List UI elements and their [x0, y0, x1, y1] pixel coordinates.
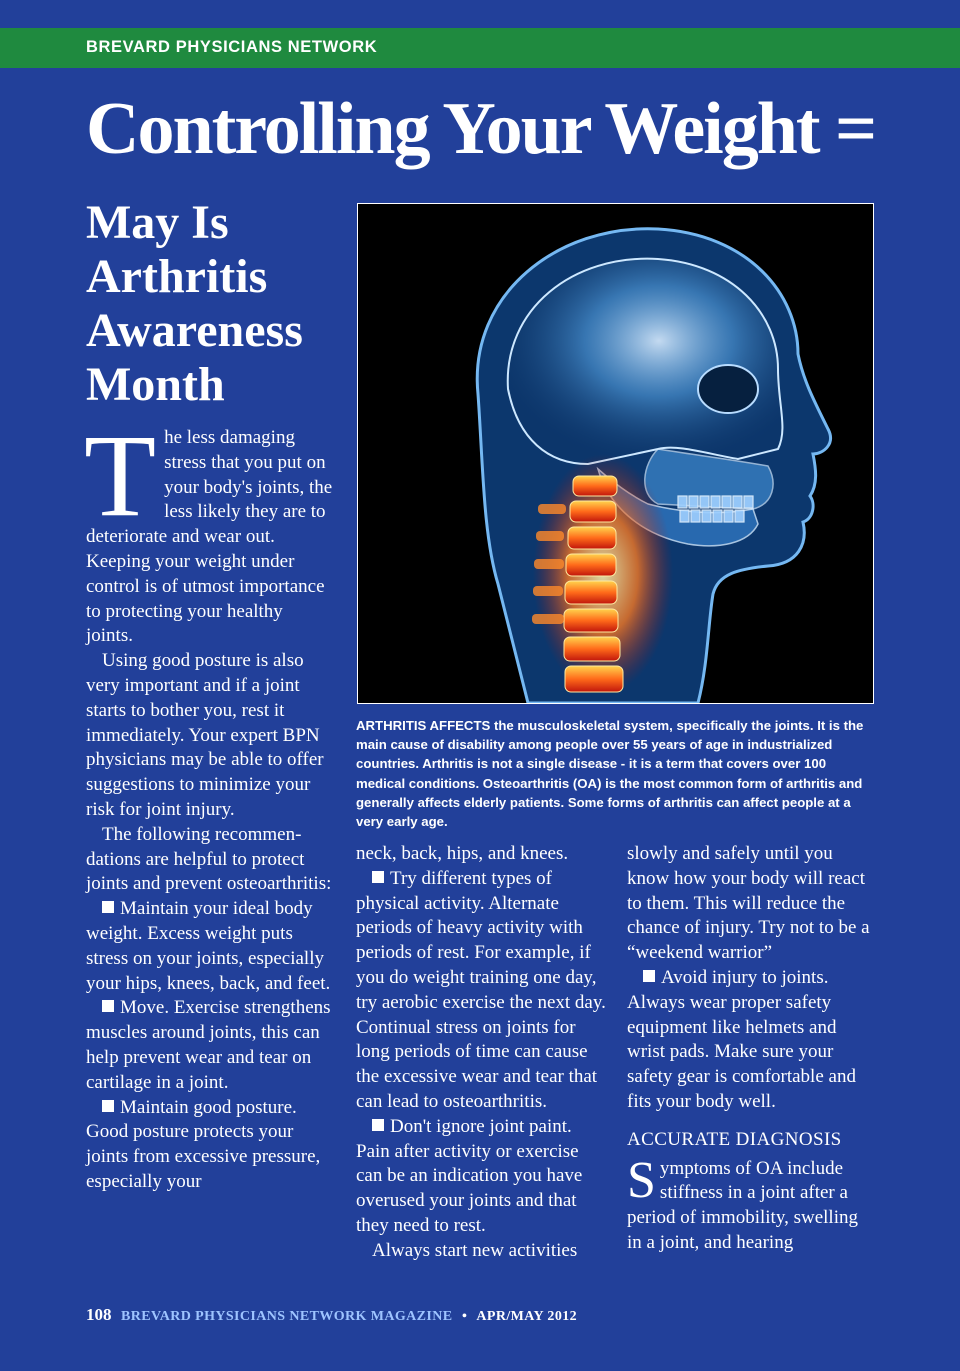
page-number: 108: [86, 1305, 112, 1324]
bullet-item: Maintain your ideal body weight. Excess weight puts stress on your joints, especially your hips, knees, back, and feet.: [86, 898, 331, 994]
bullet-square-icon: [102, 1000, 114, 1012]
issue-date: APR/MAY 2012: [476, 1309, 578, 1324]
section-heading: ACCURATE DIAGNOSIS: [627, 1128, 842, 1150]
bullet-item: Move. Exercise strengthens muscles around joints, this can help prevent wear and tear on cartilage in a joint.: [86, 997, 331, 1093]
footer-separator: •: [462, 1309, 467, 1324]
bullet-item: Avoid injury to joints. Always wear proper safety equipment like helmets and wrist pads. Make sure your safety gear is comfortable and fits your body well.: [627, 966, 856, 1112]
bullet-square-icon: [102, 901, 114, 913]
recommendations-intro: The following recommendations are helpful to protect joints and prevent osteoarthritis:: [86, 823, 332, 895]
xray-skull-spine-image: [357, 203, 874, 704]
body-column-1: [84, 410, 334, 1195]
bullet-square-icon: [372, 871, 384, 883]
bullet-item: Maintain good posture. Good posture protects your joints from excessive pressure, especially your: [86, 1096, 321, 1192]
posture-paragraph: Using good posture is also very important and if a joint starts to bother you, rest it immediately. Your expert BPN physicians may be able to offer suggestions to minimize your risk for joint injury.: [86, 650, 324, 820]
continued-paragraph: neck, back, hips, and knees.: [356, 843, 569, 864]
bullet-item: Don't ignore joint paint. Pain after activity or exercise can be an indication you have overused your joints and that they need to rest.: [356, 1115, 583, 1236]
photo-caption: ARTHRITIS AFFECTS the musculoskeletal system, specifically the joints. It is the main cause of disability among people over 55 years of age in industrialized countries. Arthritis is not a single disease - it is a term that covers over 100 medical conditions. Osteoarthritis (OA) is the most common form of arthritis and generally affects elderly patients. Some forms of arthritis can affect people at a very early age.: [356, 718, 864, 830]
bullet-item: Try different types of physical activity. Alternate periods of heavy activity with periods of rest. For example, if you do weight training one day, try aerobic exercise the next day. Continual stress on joints for long periods of time can cause the excessive wear and tear that can lead to osteoarthritis.: [356, 867, 606, 1112]
intro-paragraph: [84, 410, 334, 649]
section-label: BREVARD PHYSICIANS NETWORK: [86, 38, 378, 56]
intro-text: he less damaging stress that you put on your body's joints, the less likely they are to deteriorate and wear out. Keeping your weight under control is of utmost importance to protecting your healthy joints.: [86, 427, 333, 647]
headline: Controlling Your Weight =: [86, 88, 876, 170]
drop-cap: T: [84, 410, 157, 541]
page-footer: [86, 1305, 786, 1325]
body-column-2: [356, 842, 606, 1264]
magazine-name: BREVARD PHYSICIANS NETWORK MAGAZINE: [121, 1309, 453, 1324]
subhead: May Is Arthritis Awareness Month: [86, 196, 303, 411]
bullet-square-icon: [643, 970, 655, 982]
drop-cap: S: [627, 1151, 656, 1209]
bullet-square-icon: [102, 1100, 114, 1112]
bullet-square-icon: [372, 1119, 384, 1131]
diagnosis-paragraph: Symptoms of OA include stiffness in a joint after a period of immobility, swelling in a joint, and hearing: [627, 1151, 858, 1253]
continued-paragraph: slowly and safely until you know how your body will react to them. This will reduce the chance of injury. Try not to be a “weekend warrior”: [627, 843, 870, 964]
body-column-3: [627, 842, 875, 1256]
section-bar: [0, 28, 960, 68]
body-paragraph: Always start new activities: [372, 1239, 578, 1261]
